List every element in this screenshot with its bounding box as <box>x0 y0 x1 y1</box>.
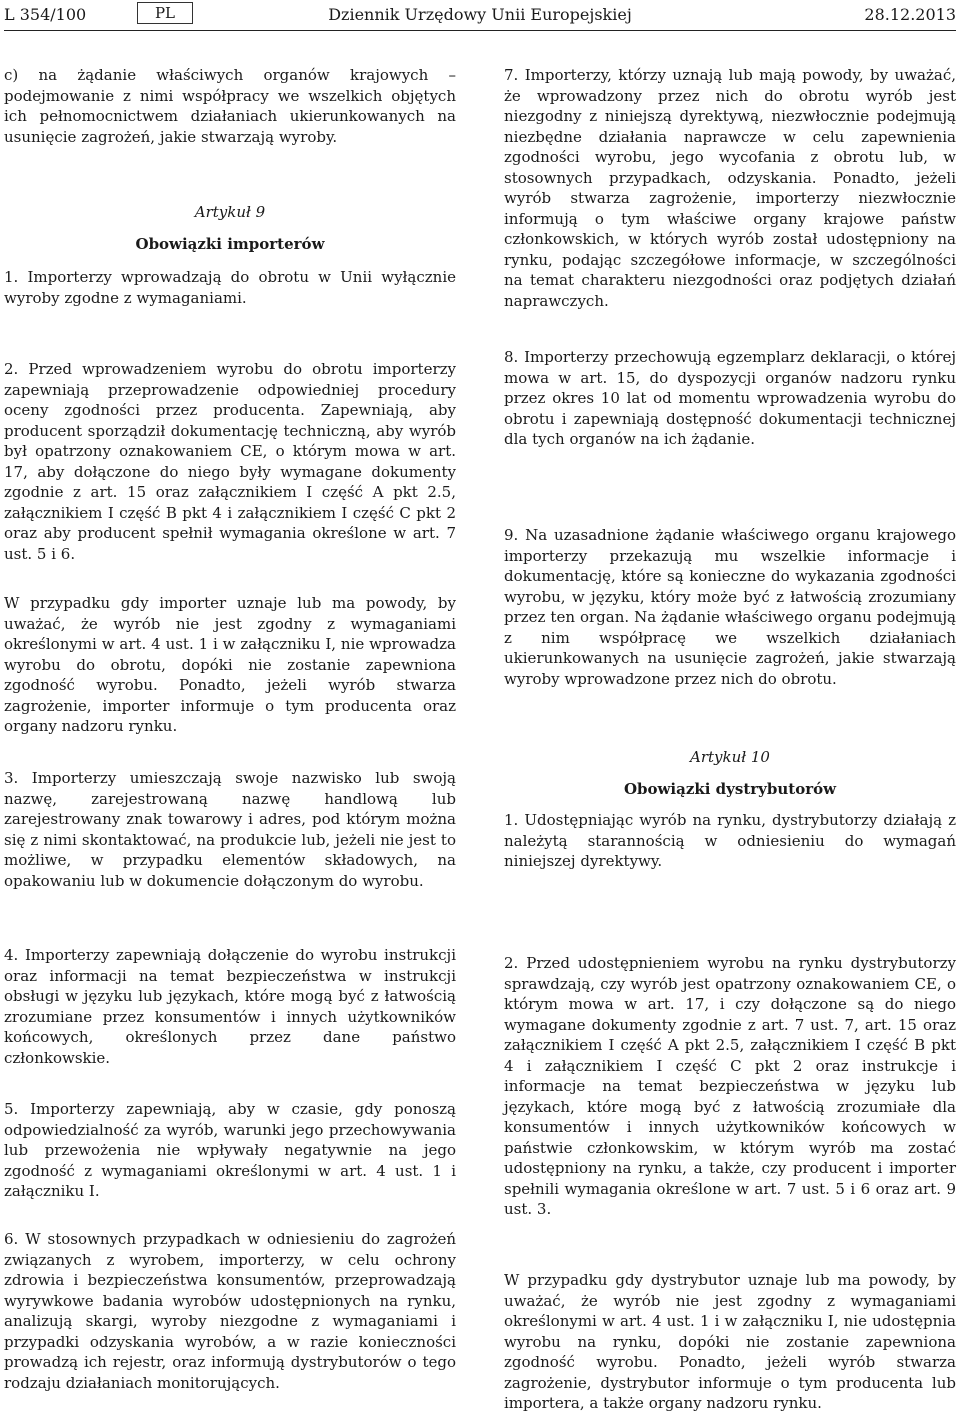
article-9-paragraph-2-continued: W przypadku gdy importer uznaje lub ma powody, by uważać, że wyrób nie jest zgodny z wymaganiami określonymi w art. 4 ust. 1 i w załączniku I, nie wprowadza wyrobu do obrotu, dopóki nie zostanie zapewniona zgodność wyrobu. Ponadto, jeżeli wyrób stwarza zagrożenie, importer informuje o tym producenta oraz organy nadzoru rynku. <box>4 594 456 735</box>
article-9-paragraph-1: 1. Importerzy wprowadzają do obrotu w Unii wyłącznie wyroby zgodne z wymaganiami. <box>4 268 456 307</box>
article-10-paragraph-2-continued: W przypadku gdy dystrybutor uznaje lub ma powody, by uważać, że wyrób nie jest zgodny z wymaganiami określonymi w art. 4 ust. 1 i w załączniku I, nie udostępnia wyrobu na rynku, dopóki nie zostanie zapewniona zgodność wyrobu. Ponadto, jeżeli wyrób stwarza zagrożenie, dystrybutor informuje o tym producenta lub importera, a także organy nadzoru rynku. <box>504 1271 956 1412</box>
article-10-heading: Obowiązki dystrybutorów <box>623 780 837 798</box>
article-9-paragraph-7: 7. Importerzy, którzy uznają lub mają powody, by uważać, że wprowadzony przez nich do obrotu wyrób jest niezgodny z niniejszą dyrektywą, niezwłocznie podejmują niezbędne działania naprawcze w celu zapewnienia zgodności wyrobu, jego wycofania z obrotu lub, w stosownych przypadkach, odzyskania. Ponadto, jeżeli wyrób stwarza zagrożenie, importerzy niezwłocznie informują o tym właściwe organy krajowe państw członkowskich, w których wyrób został udostępniony na rynku, podając szczegółowe informacje, w szczególności na temat charakteru niezgodności oraz podjętych działań naprawczych. <box>504 66 956 310</box>
page-header <box>4 4 956 30</box>
article-9-paragraph-5: 5. Importerzy zapewniają, aby w czasie, gdy ponoszą odpowiedzialność za wyrób, warunki jego przechowywania lub przewożenia nie wpływały negatywnie na jego zgodność z wymaganiami określonymi w art. 4 ust. 1 i załączniku I. <box>4 1100 456 1200</box>
article-9-paragraph-9: 9. Na uzasadnione żądanie właściwego organu krajowego importerzy przekazują mu wszelkie informacje i dokumentację, które są konieczne do wykazania zgodności wyrobu, w języku, który może być z łatwością zrozumiany przez ten organ. Na żądanie właściwego organu podejmują z nim współpracę we wszelkich działaniach ukierunkowanych na usunięcie zagrożeń, jakie stwarzają wyroby wprowadzone przez nich do obrotu. <box>504 526 956 688</box>
journal-title: Dziennik Urzędowy Unii Europejskiej <box>328 5 632 24</box>
article-9-paragraph-8: 8. Importerzy przechowują egzemplarz deklaracji, o której mowa w art. 15, do dyspozycji organów nadzoru rynku przez okres 10 lat od momentu wprowadzenia wyrobu do obrotu i zapewniają dostępność dokumentacji technicznej dla tych organów na ich żądanie. <box>504 348 956 448</box>
article-10-paragraph-1: 1. Udostępniając wyrób na rynku, dystrybutorzy działają z należytą starannością w odniesieniu do wymagań niniejszej dyrektywy. <box>504 811 956 870</box>
article-9-heading: Obowiązki importerów <box>135 235 325 253</box>
paragraph-c: c) na żądanie właściwych organów krajowych – podejmowanie z nimi współpracy we wszelkich objętych ich pełnomocnictwem działaniach ukierunkowanych na usunięcie zagrożeń, jakie stwarzają wyroby. <box>4 66 456 146</box>
publication-date: 28.12.2013 <box>864 5 956 24</box>
article-9-title: Artykuł 9 <box>194 203 266 221</box>
language-badge: PL <box>137 2 193 24</box>
article-9-paragraph-6: 6. W stosownych przypadkach w odniesieniu do zagrożeń związanych z wyrobem, importerzy, w celu ochrony zdrowia i bezpieczeństwa konsumentów, przeprowadzają wyrywkowe badania wyrobów udostępnionych na rynku, analizują skargi, wyroby niezgodne z wymaganiami i przypadki odzyskania wyrobów, a w razie konieczności prowadzą ich rejestr, oraz informują dystrybutorów o tego rodzaju działaniach monitorujących. <box>4 1230 456 1392</box>
header-rule <box>4 30 956 31</box>
article-9-paragraph-2: 2. Przed wprowadzeniem wyrobu do obrotu importerzy zapewniają przeprowadzenie odpowiedniej procedury oceny zgodności przez producenta. Zapewniają, aby producent sporządził dokumentację techniczną, aby wyrób był opatrzony oznakowaniem CE, o którym mowa w art. 17, aby dołączone do niego były wymagane dokumenty zgodnie z art. 15 oraz załącznikiem I część A pkt 2.5, załącznikiem I część B pkt 4 i załącznikiem I część C pkt 2 oraz aby producent spełnił wymagania określone w art. 7 ust. 5 i 6. <box>4 360 456 563</box>
article-10-paragraph-2: 2. Przed udostępnieniem wyrobu na rynku dystrybutorzy sprawdzają, czy wyrób jest opatrzony oznakowaniem CE, o którym mowa w art. 17, i czy dołączone są do niego wymagane dokumenty zgodnie z art. 7 ust. 7, art. 15 oraz załącznikiem I część A pkt 2.5, załącznikiem I część B pkt 4 i załącznikiem I część C pkt 2 oraz instrukcje i informacje na temat bezpieczeństwa w języku lub językach, które mogą być z łatwością zrozumiałe dla konsumentów i innych użytkowników końcowych w państwie członkowskim, w którym wyrób ma zostać udostępniony na rynku, a także, czy producent i importer spełnili wymagania określone w art. 7 ust. 5 i 6 oraz art. 9 ust. 3. <box>504 954 956 1218</box>
article-9-paragraph-4: 4. Importerzy zapewniają dołączenie do wyrobu instrukcji oraz informacji na temat bezpieczeństwa w instrukcji obsługi w języku lub językach, które mogą być z łatwością zrozumiane przez konsumentów i innych użytkowników końcowych, określonych przez dane państwo członkowskie. <box>4 946 456 1067</box>
page-reference: L 354/100 <box>4 5 87 24</box>
article-10-title: Artykuł 10 <box>690 748 770 766</box>
article-9-paragraph-3: 3. Importerzy umieszczają swoje nazwisko lub swoją nazwę, zarejestrowaną nazwę handlową lub zarejestrowany znak towarowy i adres, pod którym można się z nimi skontaktować, na produkcie lub, jeżeli nie jest to możliwe, w przypadku elementów składowych, na opakowaniu lub w dokumencie dołączonym do wyrobu. <box>4 769 456 890</box>
